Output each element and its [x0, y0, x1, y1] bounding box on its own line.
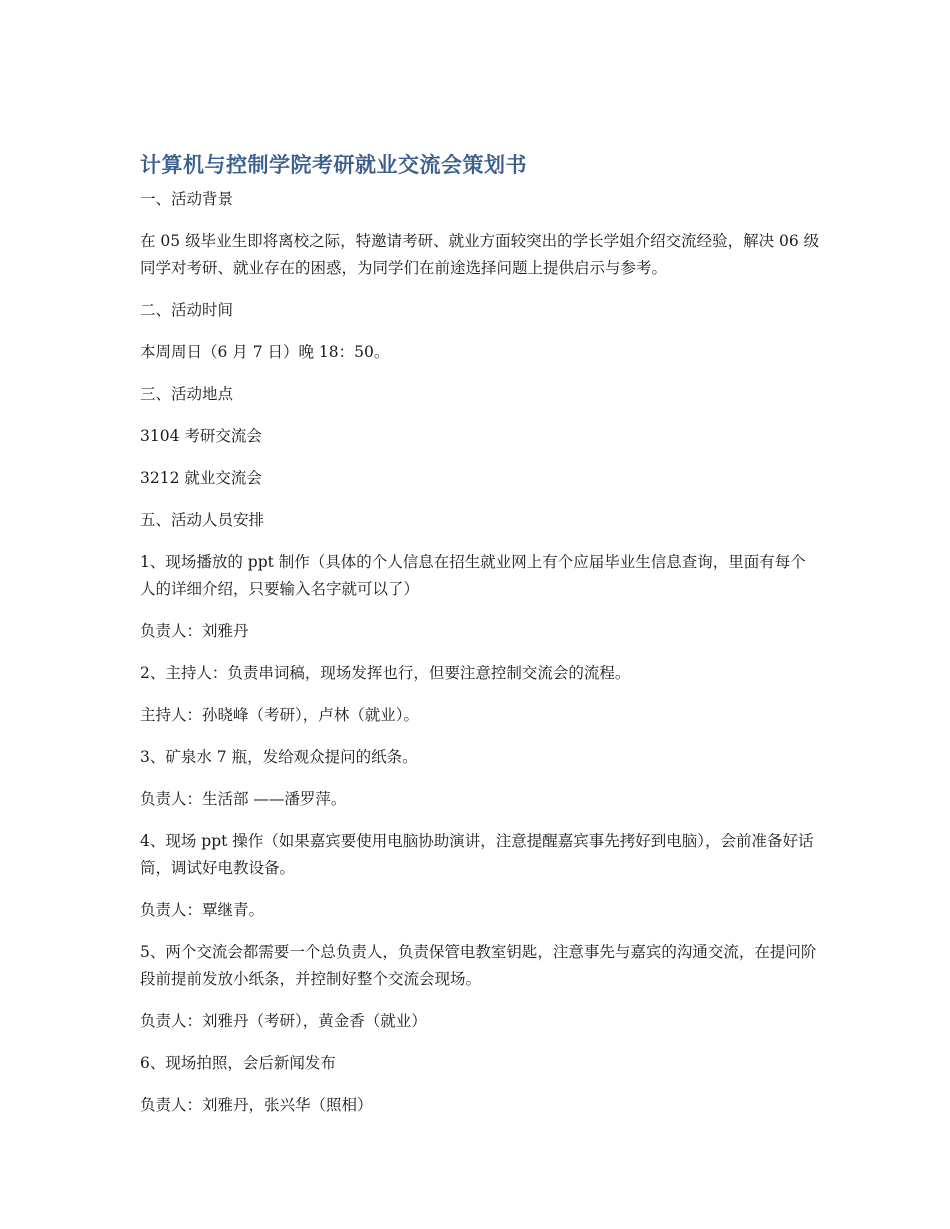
paragraph-owner-2: 主持人：孙晓峰（考研），卢林（就业）。	[140, 706, 420, 724]
document-page	[140, 150, 820, 1119]
document-title: 计算机与控制学院考研就业交流会策划书	[140, 153, 527, 177]
paragraph-location-2: 3212 就业交流会	[140, 469, 262, 487]
paragraph-item-2: 2、主持人：负责串词稿，现场发挥也行，但要注意控制交流会的流程。	[140, 664, 631, 682]
paragraph-item-5: 5、两个交流会都需要一个总负责人，负责保管电教室钥匙，注意事先与嘉宾的沟通交流，在提问阶段前提前发放小纸条，并控制好整个交流会现场。	[140, 943, 817, 988]
paragraph-location-1: 3104 考研交流会	[140, 427, 262, 445]
paragraph-owner-1: 负责人：刘雅丹	[140, 622, 249, 640]
paragraph-time: 本周周日（6 月 7 日）晚 18：50。	[140, 343, 390, 361]
paragraph-owner-5: 负责人：刘雅丹（考研），黄金香（就业）	[140, 1012, 427, 1030]
paragraph-owner-6: 负责人：刘雅丹，张兴华（照相）	[140, 1096, 373, 1114]
paragraph-item-3: 3、矿泉水 7 瓶，发给观众提问的纸条。	[140, 748, 418, 766]
section-heading-time: 二、活动时间	[140, 301, 234, 319]
section-heading-staff: 五、活动人员安排	[140, 511, 265, 529]
paragraph-owner-4: 负责人：覃继青。	[140, 901, 265, 919]
section-heading-background: 一、活动背景	[140, 190, 234, 208]
paragraph-item-4: 4、现场 ppt 操作（如果嘉宾要使用电脑协助演讲，注意提醒嘉宾事先拷好到电脑），会前准备好话筒，调试好电教设备。	[140, 832, 814, 877]
section-heading-location: 三、活动地点	[140, 385, 234, 403]
paragraph-background: 在 05 级毕业生即将离校之际，特邀请考研、就业方面较突出的学长学姐介绍交流经验，解决 06 级同学对考研、就业存在的困惑，为同学们在前途选择问题上提供启示与参考。	[140, 232, 820, 277]
paragraph-item-1: 1、现场播放的 ppt 制作（具体的个人信息在招生就业网上有个应届毕业生信息查询，里面有每个人的详细介绍，只要输入名字就可以了）	[140, 553, 806, 598]
paragraph-item-6: 6、现场拍照，会后新闻发布	[140, 1054, 336, 1072]
paragraph-owner-3: 负责人：生活部 ——潘罗萍。	[140, 790, 347, 808]
